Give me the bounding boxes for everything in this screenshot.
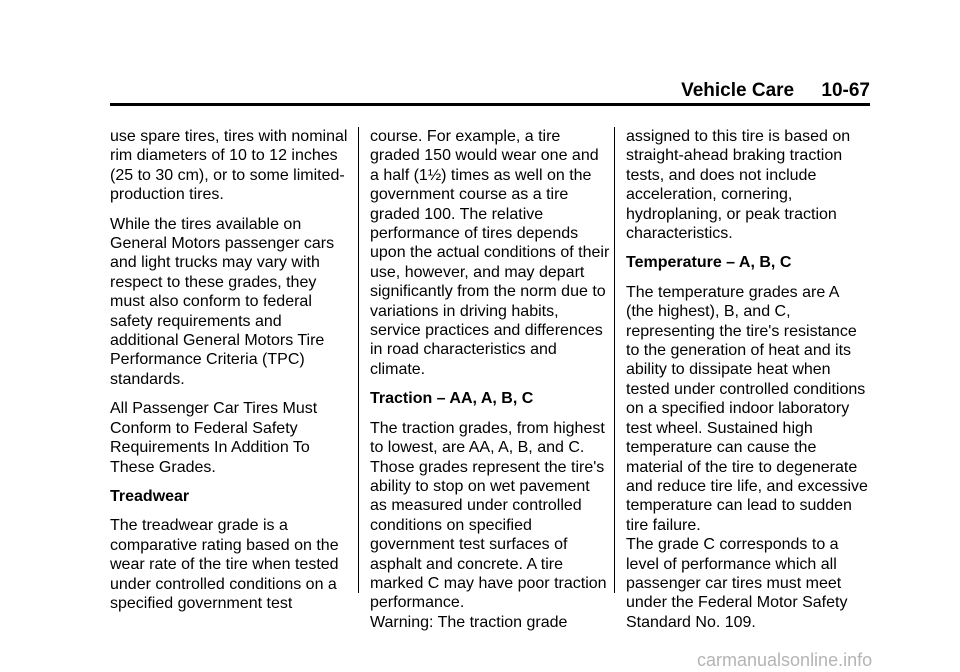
paragraph: use spare tires, tires with nominal rim diameters of 10 to 12 inches (25 to 30 cm), or to some limited-production tires.	[110, 128, 348, 204]
paragraph: The temperature grades are A (the highest), B, and C, representing the tire's resistance to the generation of heat and its ability to dissipate heat when tested under controlled conditions on a specified indoor laboratory test wheel. Sustained high temperature can cause the material of the tire to degenerate and reduce tire life, and excessive temperature can lead to sudden tire failure.	[626, 283, 868, 534]
paragraph: assigned to this tire is based on straight-ahead braking traction tests, and does not include acceleration, cornering, hydroplaning, or peak traction characteristics.	[626, 128, 851, 243]
header-divider	[110, 103, 870, 106]
paragraph: Warning: The traction grade	[370, 613, 568, 631]
paragraph: While the tires available on General Motors passenger cars and light trucks may vary with respect to these grades, they must also conform to federal safety requirements and additional General Motors Tire Performance Criteria (TPC) standards.	[110, 215, 335, 388]
paragraph: course. For example, a tire graded 150 would wear one and a half (1½) times as well on the government course as a tire graded 100. The relative performance of tires depends upon the actual conditions of their use, however, and may depart significantly from the norm due to variations in driving habits, service practices and differences in road characteristics and climate.	[370, 128, 610, 378]
text-column-1	[110, 127, 350, 613]
paragraph: The grade C corresponds to a level of performance which all passenger car tires must meet under the Federal Motor Safety Standard No. 109.	[626, 536, 848, 631]
column-divider	[358, 127, 359, 593]
text-column-3	[626, 127, 870, 632]
paragraph: All Passenger Car Tires Must Conform to Federal Safety Requirements In Addition To These Grades.	[110, 400, 318, 476]
section-heading-temperature: Temperature – A, B, C	[626, 254, 792, 272]
section-title: Vehicle Care	[681, 80, 795, 101]
paragraph: The treadwear grade is a comparative rating based on the wear rate of the tire when tested under controlled conditions on a specified government test	[110, 517, 339, 612]
page-number: 10-67	[821, 80, 870, 101]
section-heading-treadwear: Treadwear	[110, 487, 190, 505]
section-heading-traction: Traction – AA, A, B, C	[370, 390, 534, 408]
paragraph: The traction grades, from highest to lowest, are AA, A, B, and C. Those grades represent the tire's ability to stop on wet pavement as measured under controlled conditions on specified government test surfaces of asphalt and concrete. A tire marked C may have poor traction performance.	[370, 419, 607, 612]
text-column-2	[370, 127, 610, 632]
page-header	[681, 80, 870, 102]
column-divider	[614, 127, 615, 593]
watermark-text: carmanualsonline.info	[697, 650, 873, 670]
